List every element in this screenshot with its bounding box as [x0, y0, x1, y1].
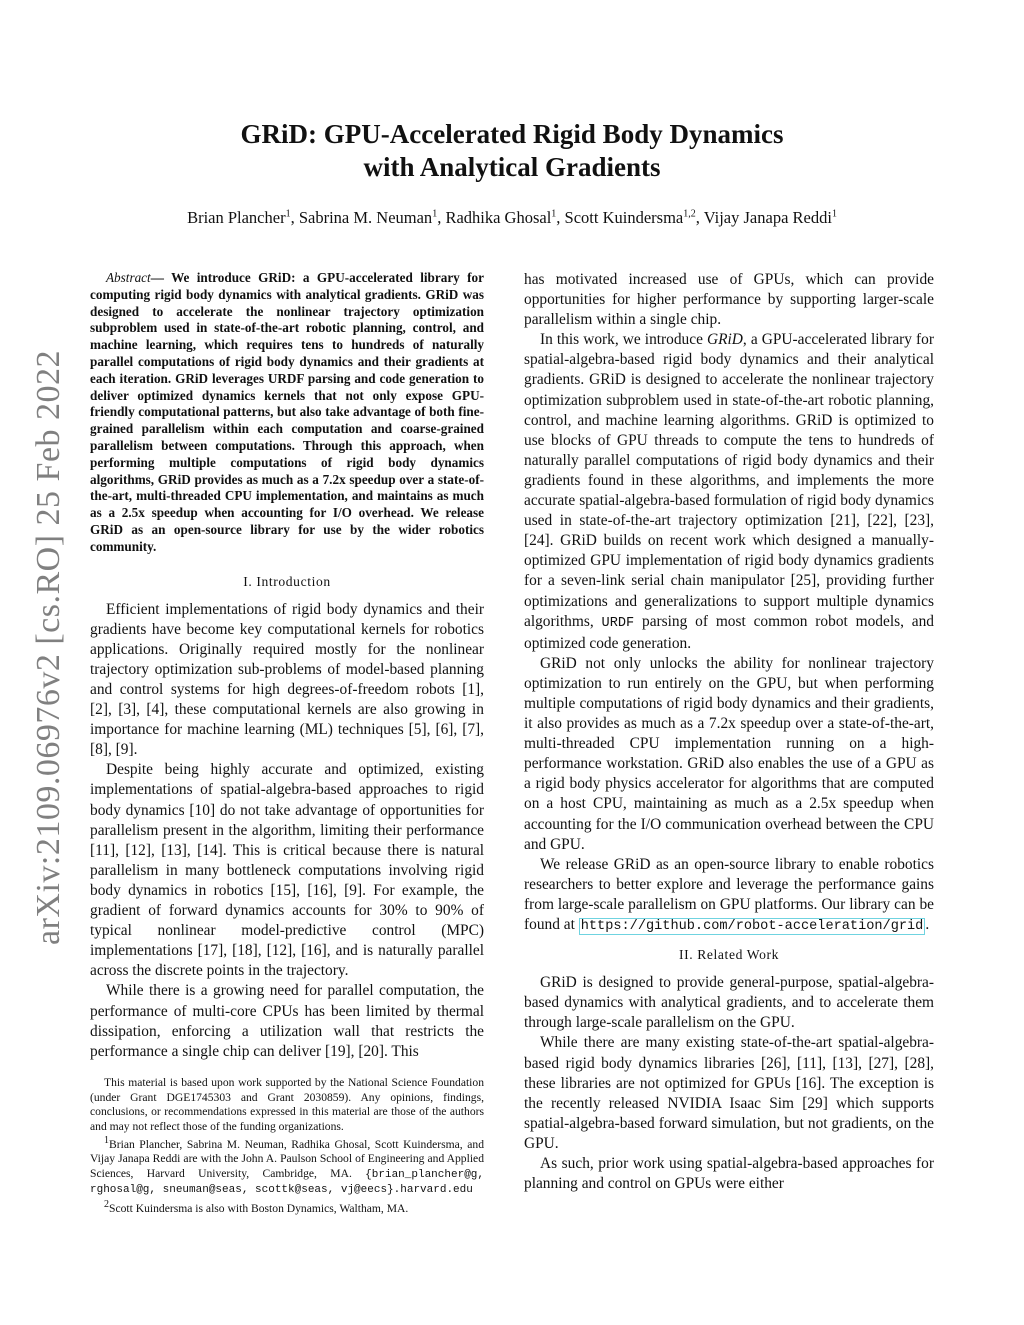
related-paragraph: As such, prior work using spatial-algebra-based approaches for planning and control on GPUs were either — [524, 1155, 934, 1193]
abstract: Abstract— We introduce GRiD: a GPU-accelerated library for computing rigid body dynamics with analytical gradients. GRiD was designed to accelerate the nonlinear trajectory optimization subproblem used in state-of-the-art robotic planning, control, and machine learning, which requires tens to hundreds of naturally parallel computations of rigid body dynamics and their gradients at each iteration. GRiD leverages URDF parsing and code generation to deliver optimized dynamics kernels that not only expose GPU-friendly computational patterns, but also take advantage of both fine-grained parallelism within each computation and coarse-grained parallelism between computations. Through this approach, when performing multiple computations of rigid body dynamics algorithms, GRiD provides as much as a 7.2x speedup over a state-of-the-art, multi-threaded CPU implementation, and maintains as much as a 2.5x speedup when accounting for I/O overhead. We release GRiD as an open-source library for use by the wider robotics community. — [90, 270, 485, 554]
affiliation-footnote-2: $^2$Scott Kuindersma is also with Boston Dynamics, Waltham, MA. — [104, 1198, 409, 1215]
title-line-1: GRiD: GPU-Accelerated Rigid Body Dynamics — [240, 119, 784, 149]
author-list — [0, 208, 1024, 228]
section-heading-related-work: II. Related Work — [679, 947, 779, 963]
urdf-term: URDF — [601, 615, 635, 631]
intro-paragraph: Despite being highly accurate and optimized, existing implementations of spatial-algebra-based approaches to rigid body dynamics [10] do not take advantage of opportunities for parallelism present in the algorithm, limiting their performance [11], [12], [13], [14]. This is critical because there is natural parallelism in many bottleneck computations involving rigid body dynamics in robotics [15], [16], [9]. For example, the gradient of forward dynamics accounts for 30% to 90% of typical nonlinear model-predictive control (MPC) implementations [17], [18], [12], [16], and is naturally parallel across the discrete points in the trajectory. — [90, 761, 484, 980]
intro-paragraph-continued: has motivated increased use of GPUs, which can provide opportunities for higher performance by supporting larger-scale parallelism within a single chip. — [524, 271, 934, 329]
github-link[interactable]: https://github.com/robot-acceleration/grid — [580, 919, 924, 934]
section-heading-introduction: I. Introduction — [243, 573, 331, 589]
funding-footnote: This material is based upon work supported by the National Science Foundation (under Grant DGE1745303 and Grant 2030859). Any opinions, findings, conclusions, or recommendations expressed in this material are those of the authors and may not reflect those of the funding organizations. — [90, 1076, 484, 1133]
author: Brian Plancher$^1$, — [187, 208, 299, 227]
related-paragraph: GRiD is designed to provide general-purpose, spatial-algebra-based dynamics with analytical gradients, and to accelerate them through large-scale parallelism on the GPU. — [524, 974, 934, 1032]
intro-paragraph: Efficient implementations of rigid body dynamics and their gradients have become key computational kernels for robotics applications. Originally required mostly for the nonlinear trajectory optimization sub-problems of model-based planning and control systems for high degrees-of-freedom robots [1], [2], [3], [4], these computational kernels are also growing in importance for machine learning (ML) techniques [5], [6], [7], [8], [9]. — [90, 600, 484, 759]
right-column — [524, 270, 934, 1194]
author: Scott Kuindersma$^{1,2}$, — [564, 208, 704, 227]
abstract-text: We introduce GRiD: a GPU-accelerated library for computing rigid body dynamics with analytical gradients. GRiD was designed to accelerate the nonlinear trajectory optimization subproblem used in state-of-the-art robotic planning, control, and machine learning, which requires tens to hundreds of naturally parallel computations of rigid body dynamics and their gradients at each iteration. GRiD leverages URDF parsing and code generation to deliver optimized dynamics kernels that not only expose GPU-friendly computational patterns, but also take advantage of both fine-grained parallelism within each computation and coarse-grained parallelism between computations. Through this approach, when performing multiple computations of rigid body dynamics algorithms, GRiD provides as much as a 7.2x speedup over a state-of-the-art, multi-threaded CPU implementation, and maintains as much as a 2.5x speedup when accounting for I/O overhead. We release GRiD as an open-source library for use by the wider robotics community. — [90, 270, 485, 554]
abstract-lead: Abstract — [106, 270, 151, 285]
intro-paragraph: We release GRiD as an open-source library to enable robotics researchers to better explore and leverage the performance gains from large-scale parallelism on GPU platforms. Our library can be found at https://github.com/robot-acceleration/grid . — [524, 855, 934, 934]
affiliation-footnote: $^1$Brian Plancher, Sabrina M. Neuman, Radhika Ghosal, Scott Kuindersma, and Vijay Janapa Reddi are with the John A. Paulson School of Engineering and Applied Sciences, Harvard University, Cambridge, MA. {brian_plancher@g, rghosal@g, sneuman@seas, scottk@seas, vj@eecs}.harvard.edu — [90, 1135, 484, 1197]
arxiv-stamp: arXiv:2109.06976v2 [cs.RO] 25 Feb 2022 — [30, 349, 67, 945]
intro-paragraph: While there is a growing need for parallel computation, the performance of multi-core CPUs has been limited by thermal dissipation, enforcing a utilization wall that restricts the performance a single chip can deliver [19], [20]. This — [90, 982, 484, 1060]
title-line-2: with Analytical Gradients — [363, 152, 661, 182]
paper-title — [0, 118, 1024, 184]
related-paragraph: While there are many existing state-of-the-art spatial-algebra-based rigid body dynamics libraries [26], [11], [13], [27], [28], these libraries are not optimized for GPUs [16]. The exception is the recently released NVIDIA Isaac Sim [29] which supports spatial-algebra-based forward simulation, but not gradients, on the GPU. — [524, 1034, 934, 1152]
left-column — [90, 270, 484, 1062]
intro-paragraph: In this work, we introduce GRiD, a GPU-accelerated library for spatial-algebra-based rigid body dynamics and their analytical gradients. GRiD is designed to accelerate the nonlinear trajectory optimization subproblem used in state-of-the-art robotic planning, control, and machine learning algorithms. GRiD is optimized to use blocks of GPU threads to compute the tens to hundreds of naturally parallel computations of rigid body dynamics and their gradients found in these algorithms, and implements the more accurate spatial-algebra-based formulation of rigid body dynamics used in state-of-the-art trajectory optimization [21], [22], [23], [24]. GRiD builds on recent work which designed a manually-optimized GPU implementation of rigid body dynamics gradients for a seven-link serial chain manipulator [25], providing further optimizations and generalizations to support multiple dynamics algorithms, URDF parsing of most common robot models, and optimized code generation. — [524, 331, 934, 652]
author: Sabrina M. Neuman$^1$, — [298, 208, 446, 227]
author: Radhika Ghosal$^1$, — [445, 208, 565, 227]
email-list: {brian_plancher@g, rghosal@g, sneuman@seas, scottk@seas, vj@eecs}.harvard.edu — [90, 1168, 484, 1197]
author: Vijay Janapa Reddi$^1$ — [703, 208, 837, 227]
intro-paragraph: GRiD not only unlocks the ability for nonlinear trajectory optimization to run entirely on the GPU, but when performing multiple computations of rigid body dynamics and their gradients, it also provides as much as a 7.2x speedup over a state-of-the-art, multi-threaded CPU implementation running on a high-performance workstation. GRiD also enables the use of a GPU as a rigid body physics accelerator for algorithms that are computed on a host CPU, maintaining as much as a 2.5x speedup when accounting for the I/O communication overhead between the CPU and GPU. — [524, 654, 934, 853]
footnotes — [90, 1076, 484, 1216]
